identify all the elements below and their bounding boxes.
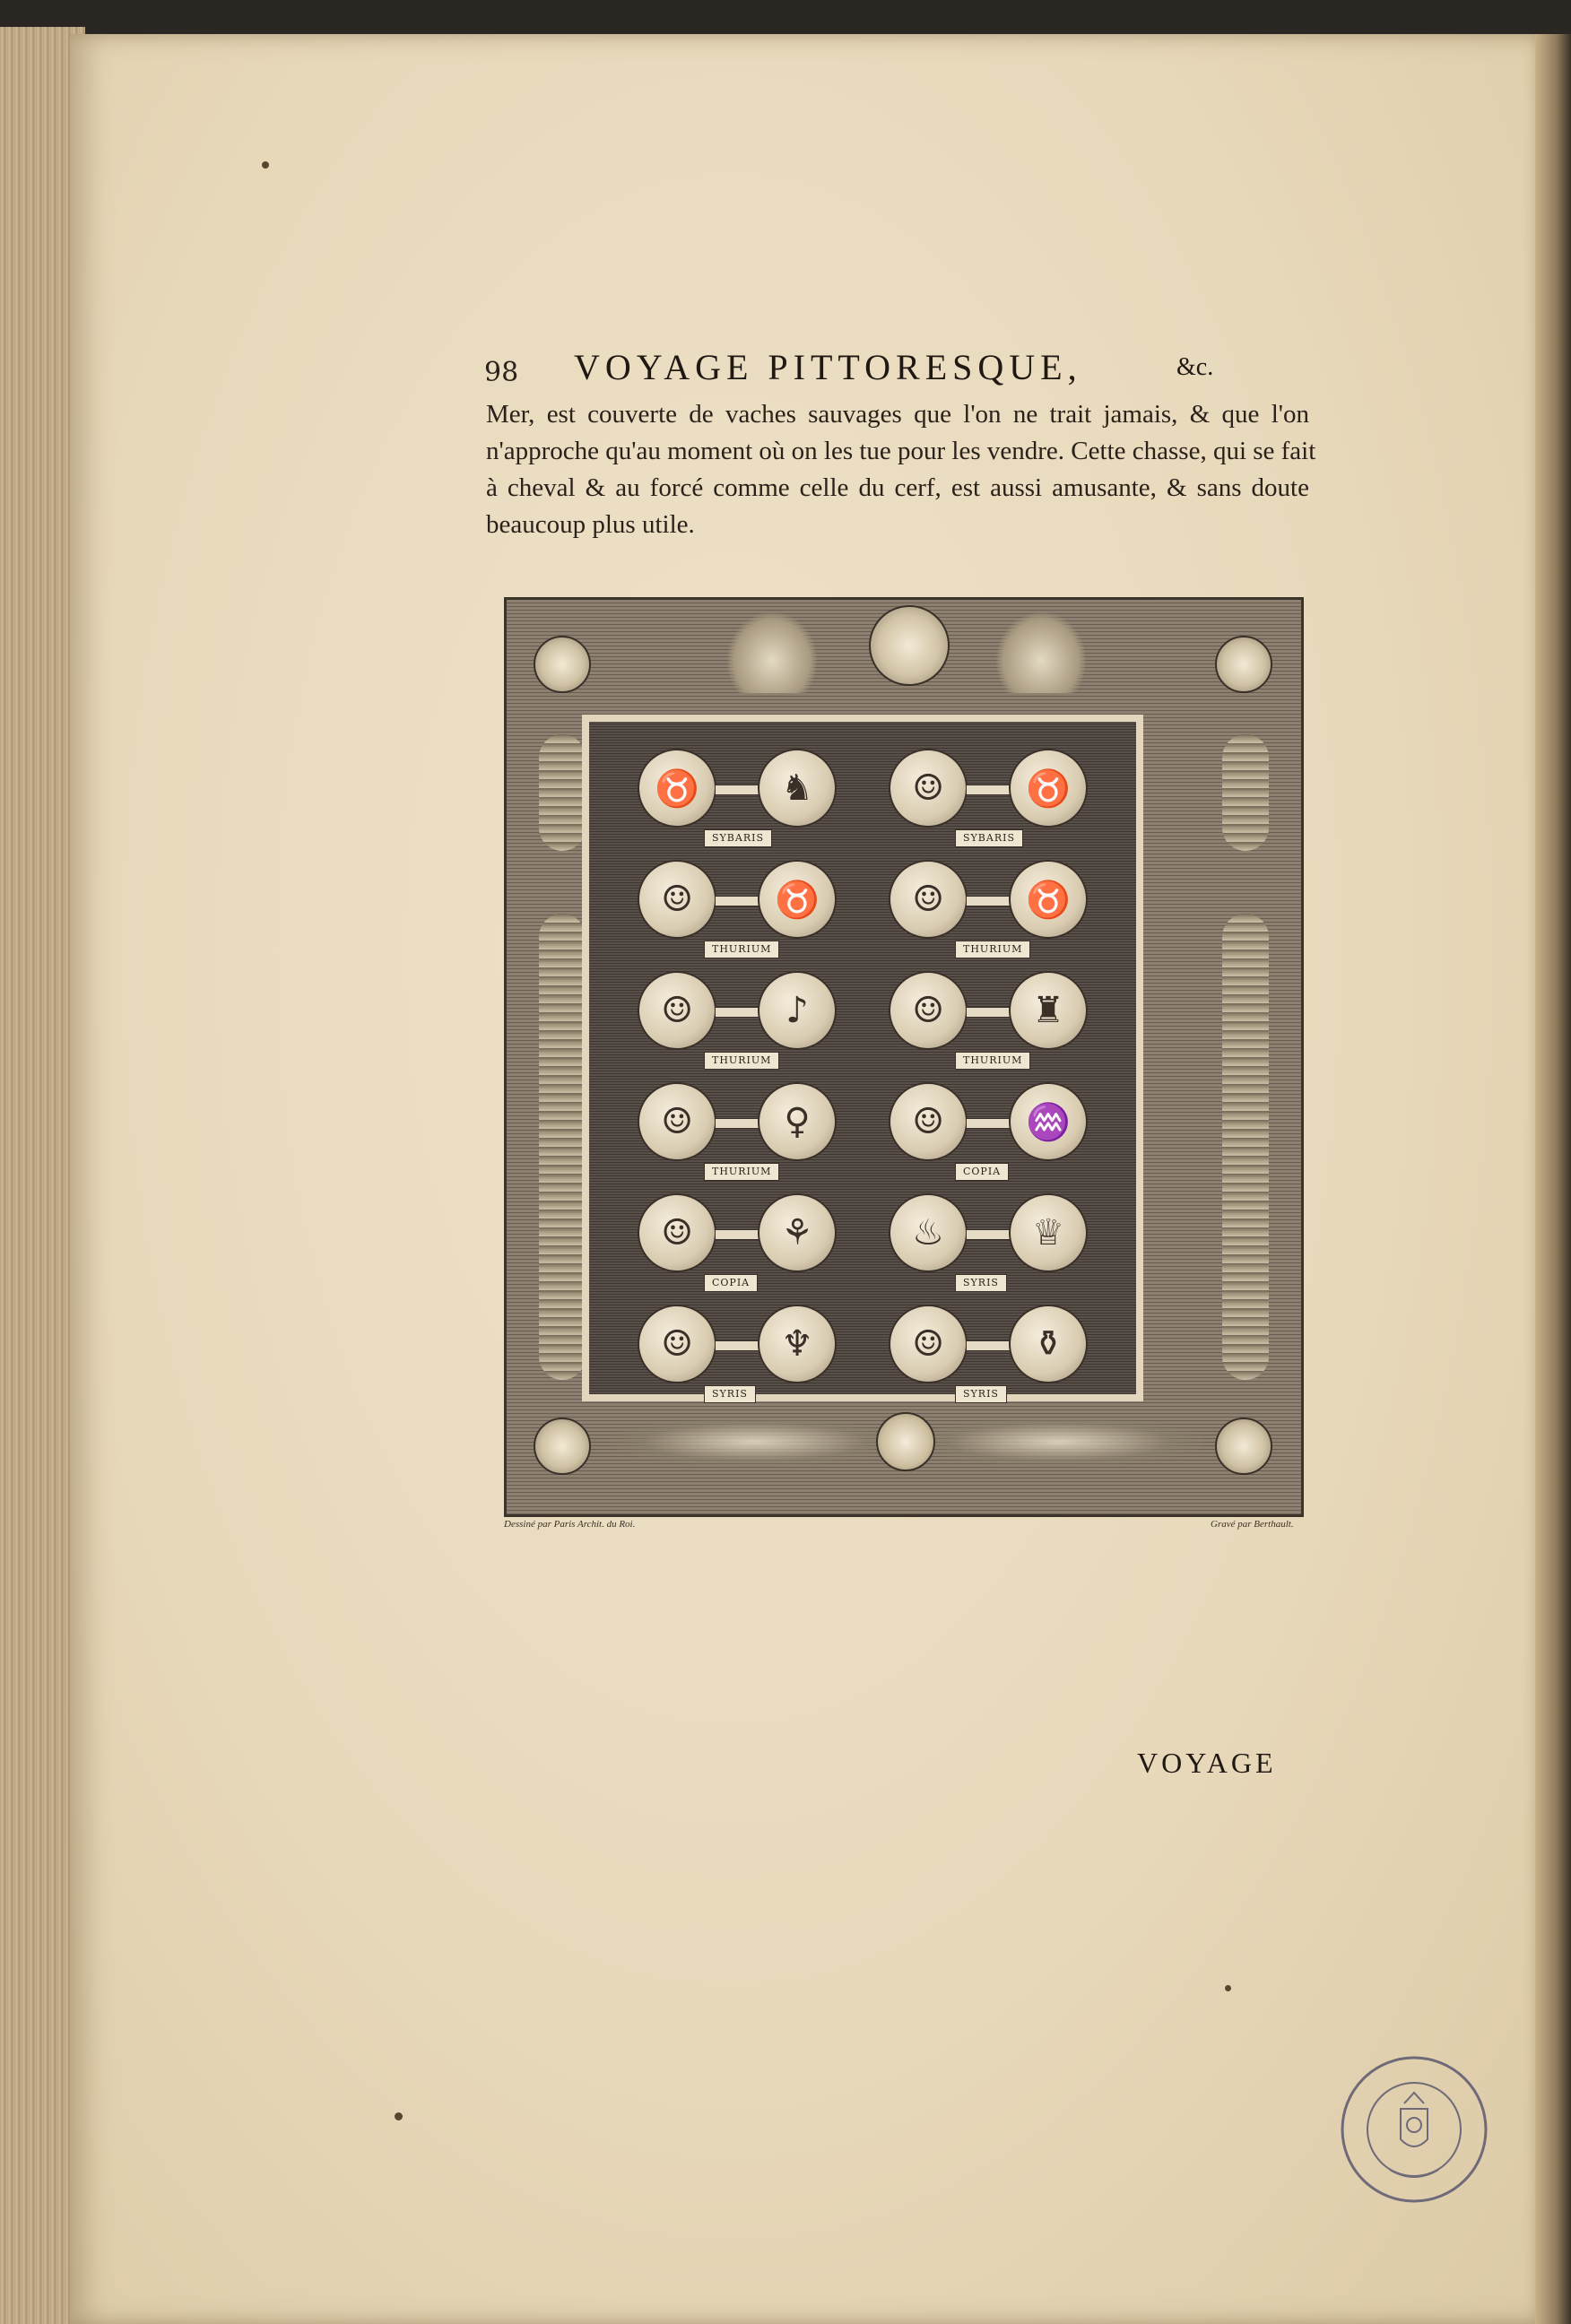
- coin-obverse: ☺: [889, 1082, 968, 1161]
- coin-connector: [715, 1007, 761, 1018]
- torch-ornament: [1222, 914, 1269, 1380]
- coin-reverse: ♪: [758, 971, 837, 1050]
- lyre-ornament: [539, 734, 586, 851]
- body-paragraph: [486, 396, 1316, 543]
- coin-pair: [889, 1082, 1095, 1181]
- coin-obverse: ♉: [638, 749, 716, 828]
- coin-connector: [966, 785, 1012, 795]
- coin-obverse: ☺: [889, 749, 968, 828]
- coin-label: THURIUM: [955, 1052, 1030, 1070]
- coin-label: THURIUM: [704, 1163, 779, 1181]
- coin-label: SYRIS: [704, 1385, 756, 1403]
- torch-ornament: [539, 914, 586, 1380]
- coin-connector: [715, 785, 761, 795]
- coin-obverse: ☺: [638, 1305, 716, 1383]
- coin-connector: [715, 1229, 761, 1240]
- coin-pair: [638, 1305, 844, 1403]
- coin-pair: [638, 749, 844, 847]
- rosette-ornament: [534, 636, 591, 693]
- coin-connector: [966, 1118, 1012, 1129]
- foxing-spot: [1225, 1985, 1231, 1991]
- coin-label: SYBARIS: [955, 829, 1023, 847]
- catchword: VOYAGE: [1137, 1747, 1277, 1779]
- coin-panel: [582, 715, 1143, 1401]
- foxing-spot: [262, 161, 269, 169]
- coin-label: SYBARIS: [704, 829, 772, 847]
- coin-obverse: ☺: [889, 971, 968, 1050]
- coin-pair: [638, 971, 844, 1070]
- foxing-spot: [395, 2112, 403, 2120]
- coin-label: SYRIS: [955, 1274, 1007, 1292]
- engraving-credit-draughtsman: Dessiné par Paris Archit. du Roi.: [504, 1519, 636, 1530]
- coin-pair: [638, 1082, 844, 1181]
- coin-obverse: ☺: [638, 1193, 716, 1272]
- rosette-ornament: [1215, 1418, 1272, 1475]
- coin-reverse: ⚘: [758, 1193, 837, 1272]
- lyre-ornament: [1222, 734, 1269, 851]
- cornucopia-garland: [611, 1418, 898, 1466]
- coin-pair: [638, 860, 844, 958]
- cornucopia-garland: [916, 1418, 1202, 1466]
- coin-reverse: ♉: [1009, 749, 1088, 828]
- coin-connector: [966, 1340, 1012, 1351]
- sun-face-medallion: [869, 605, 950, 686]
- coin-pair: [889, 749, 1095, 847]
- coin-obverse: ☺: [638, 1082, 716, 1161]
- page-right-edge: [1535, 34, 1571, 2324]
- coin-reverse: ♕: [1009, 1193, 1088, 1272]
- coin-pair: [889, 1305, 1095, 1403]
- griffin-ornament: [996, 612, 1086, 693]
- rosette-ornament: [1215, 636, 1272, 693]
- rosette-ornament: [534, 1418, 591, 1475]
- page-number: 98: [484, 357, 519, 388]
- coin-pair: [638, 1193, 844, 1292]
- coin-pair: [889, 860, 1095, 958]
- coin-connector: [966, 896, 1012, 906]
- body-line: beaucoup plus utile.: [486, 510, 695, 539]
- coin-pair: [889, 1193, 1095, 1292]
- coin-reverse: ♉: [758, 860, 837, 939]
- coin-reverse: ♀: [758, 1082, 837, 1161]
- running-title-etc: &c.: [1176, 353, 1214, 381]
- coin-connector: [966, 1007, 1012, 1018]
- running-title: VOYAGE PITTORESQUE,: [574, 347, 1082, 387]
- coin-obverse: ♨: [889, 1193, 968, 1272]
- library-stamp: [1338, 2053, 1490, 2206]
- body-line: n'approche qu'au moment où on les tue pour les vendre. Cette chasse, qui se fait: [486, 437, 1316, 465]
- griffin-ornament: [727, 612, 817, 693]
- coin-label: THURIUM: [704, 1052, 779, 1070]
- coin-obverse: ☺: [638, 860, 716, 939]
- coin-obverse: ☺: [889, 860, 968, 939]
- coin-reverse: ♉: [1009, 860, 1088, 939]
- coin-reverse: ♒: [1009, 1082, 1088, 1161]
- coin-connector: [715, 1118, 761, 1129]
- engraved-plate: [504, 597, 1304, 1517]
- coin-reverse: ♜: [1009, 971, 1088, 1050]
- coin-connector: [715, 1340, 761, 1351]
- body-line: à cheval & au forcé comme celle du cerf, est aussi amusante, & sans doute: [486, 473, 1309, 502]
- engraving-credit-engraver: Gravé par Berthault.: [1211, 1519, 1294, 1530]
- coin-connector: [715, 896, 761, 906]
- coin-reverse: ♞: [758, 749, 837, 828]
- coin-label: THURIUM: [955, 941, 1030, 958]
- coin-connector: [966, 1229, 1012, 1240]
- body-line: Mer, est couverte de vaches sauvages que l'on ne trait jamais, & que l'on: [486, 400, 1309, 429]
- coin-reverse: ♆: [758, 1305, 837, 1383]
- coin-obverse: ☺: [638, 971, 716, 1050]
- bottom-medallion: [876, 1412, 935, 1471]
- coin-pair: [889, 971, 1095, 1070]
- coin-reverse: ⚱: [1009, 1305, 1088, 1383]
- page-header: [484, 346, 1309, 391]
- coin-label: THURIUM: [704, 941, 779, 958]
- coin-label: COPIA: [704, 1274, 758, 1292]
- coin-obverse: ☺: [889, 1305, 968, 1383]
- coin-label: COPIA: [955, 1163, 1009, 1181]
- coin-label: SYRIS: [955, 1385, 1007, 1403]
